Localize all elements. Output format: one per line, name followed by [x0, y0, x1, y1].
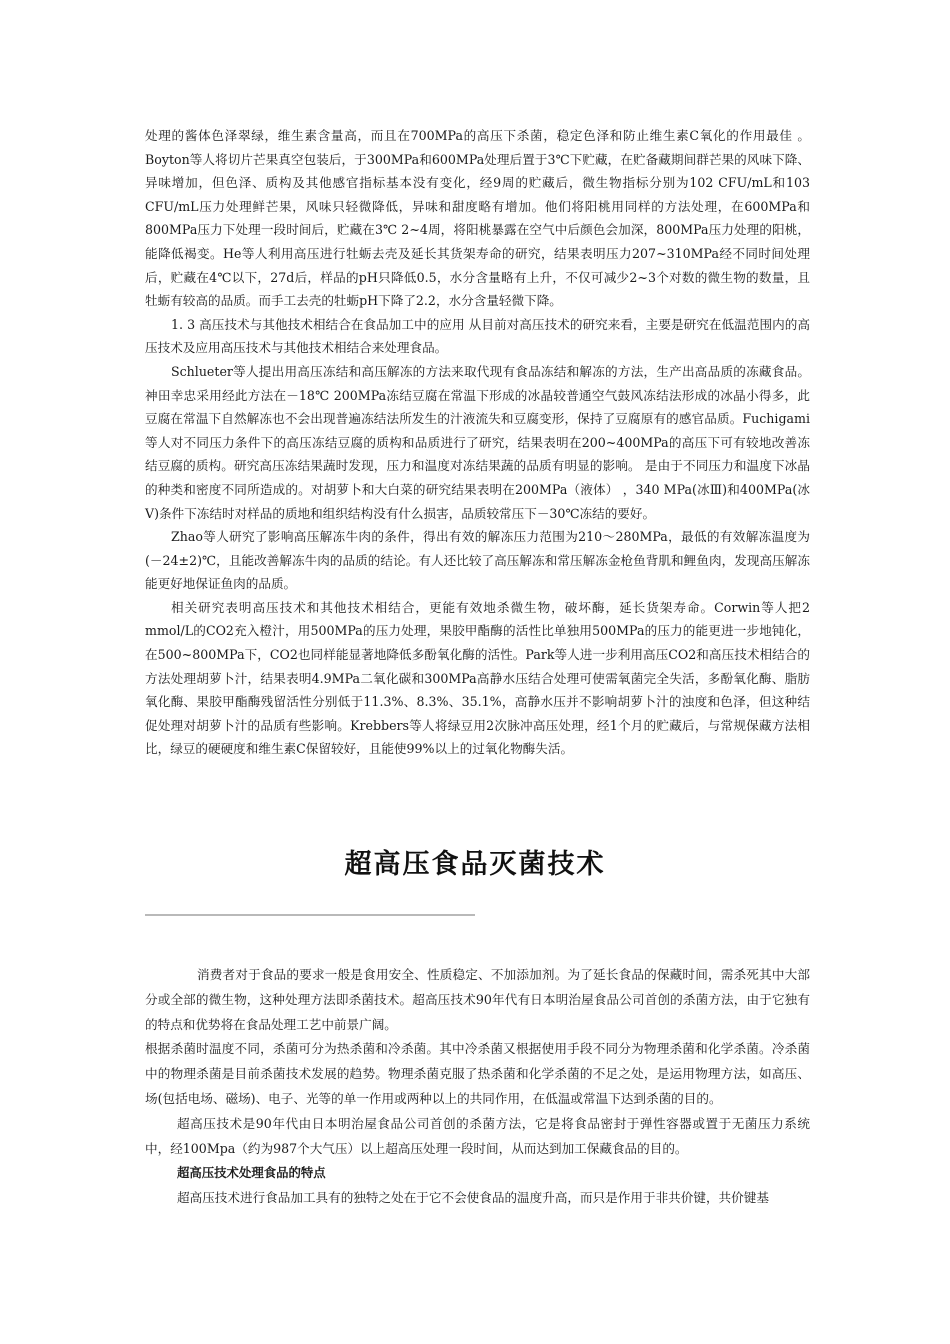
paragraph-high-pressure-thawing: Zhao等人研究了影响高压解冻牛肉的条件，得出有效的解冻压力范围为210～280MPa，最低的有效解冻温度为(－24±2)℃，且能改善解冻牛肉的品质的结论。有人还比较了高压解冻和常压解冻金枪鱼背肌和鲤鱼肉，发现高压解冻能更好地保证鱼肉的品质。 — [145, 529, 810, 592]
bottom-text-section — [145, 963, 810, 1211]
paragraph-high-pressure-freezing: Schlueter等人提出用高压冻结和高压解冻的方法来取代现有食品冻结和解冻的方法，生产出高品质的冻藏食品。神田幸忠采用经此方法在－18℃ 200MPa冻结豆腐在常温下形成的冰晶较普通空气鼓风冻结法形成的冰晶小得多，此豆腐在常温下自然解冻也不会出现普遍冻结法所发生的汁液流失和豆腐变形，保持了豆腐原有的感官品质。Fuchigami等人对不同压力条件下的高压冻结豆腐的质构和品质进行了研究，结果表明在200~400MPa的高压下可有较地改善冻结豆腐的质构。研究高压冻结果蔬时发现，压力和温度对冻结果蔬的品质有明显的影响。 是由于不同压力和温度下冰晶的种类和密度不同所造成的。对胡萝卜和大白菜的研究结果表明在200MPa（液体） ，340 MPa(冰Ⅲ)和400MPa(冰Ⅴ)条件下冻结时对样品的质地和组织结构没有什么损害，品质较常压下－30℃冻结的要好。 — [145, 363, 810, 521]
title-divider — [145, 914, 475, 916]
top-text-section — [145, 124, 810, 761]
section-heading-features: 超高压技术处理食品的特点 — [177, 1165, 326, 1181]
paragraph-combined-technology-heading: 1. 3 高压技术与其他技术相结合在食品加工中的应用 从目前对高压技术的研究来看，主要是研究在低温范围内的高压技术及应用高压技术与其他技术相结合来处理食品。 — [145, 316, 810, 356]
paragraph-ultra-high-pressure-definition: 超高压技术是90年代由日本明治屋食品公司首创的杀菌方法，它是将食品密封于弹性容器或置于无菌压力系统中，经100Mpa（约为987个大气压）以上超高压处理一段时间，从而达到加工保藏食品的目的。 — [145, 1115, 810, 1156]
paragraph-consumer-requirements: 消费者对于食品的要求一般是食用安全、性质稳定、不加添加剂。为了延长食品的保藏时间，需杀死其中大部分或全部的微生物，这种处理方法即杀菌技术。超高压技术90年代有日本明治屋食品公司首创的杀菌方法，由于它独有的特点和优势将在食品处理工艺中前景广阔。 — [145, 967, 810, 1032]
paragraph-combined-co2: 相关研究表明高压技术和其他技术相结合，更能有效地杀微生物，破坏酶，延长货架寿命。Corwin等人把2 mmol/L的CO2充入橙汁，用500MPa的压力处理，果胶甲酯酶的活性比单独用500MPa的压力的能更进一步地钝化，在500~800MPa下，CO2也同样能显著地降低多酚氧化酶的活性。Park等人进一步利用高压CO2和高压技术相结合的方法处理胡萝卜汁，结果表明4.9MPa二氧化碳和300MPa高静水压结合处理可使需氧菌完全失活，多酚氧化酶、脂肪氧化酶、果胶甲酯酶残留活性分别低于11.3%、8.3%、35.1%，高静水压并不影响胡萝卜汁的浊度和色泽，但这种结促处理对胡萝卜汁的品质有些影响。Krebbers等人将绿豆用2次脉冲高压处理，经1个月的贮藏后，与常规保藏方法相比，绿豆的硬硬度和维生素C保留较好，且能使99%以上的过氧化物酶失活。 — [145, 599, 810, 757]
paragraph-sauce-mango-oyster: 处理的酱体色泽翠绿，维生素含量高，而且在700MPa的高压下杀菌，稳定色泽和防止维生素C氧化的作用最佳 。Boyton等人将切片芒果真空包装后，于300MPa和600MPa处理后置于3℃下贮藏，在贮备藏期间群芒果的风味下降、异味增加，但色泽、质构及其他感官指标基本没有变化，经9周的贮藏后，微生物指标分别为102 CFU/mL和103 CFU/mL压力处理鲜芒果，风味只轻微降低，异味和甜度略有增加。他们将阳桃用同样的方法处理，在600MPa和800MPa压力下处理一段时间后，贮藏在3℃ 2~4周，将阳桃暴露在空气中后颜色会加深，800MPa压力处理的阳桃，能降低褐变。He等人利用高压进行牡蛎去壳及延长其货架寿命的研究，结果表明压力207~310MPa经不同时间处理后，贮藏在4℃以下，27d后，样品的pH只降低0.5，水分含量略有上升，不仅可减少2~3个对数的微生物的数量，且牡蛎有较高的品质。而手工去壳的牡蛎pH下降了2.2，水分含量轻微下降。 — [145, 128, 810, 309]
paragraph-sterilization-types: 根据杀菌时温度不同，杀菌可分为热杀菌和冷杀菌。其中冷杀菌又根据使用手段不同分为物理杀菌和化学杀菌。冷杀菌中的物理杀菌是目前杀菌技术发展的趋势。物理杀菌克服了热杀菌和化学杀菌的不足之处，是运用物理方法，如高压、场(包括电场、磁场)、电子、光等的单一作用或两种以上的共同作用，在低温或常温下达到杀菌的目的。 — [145, 1041, 810, 1106]
paragraph-features-detail: 超高压技术进行食品加工具有的独特之处在于它不会使食品的温度升高，而只是作用于非共价键，共价键基 — [177, 1190, 769, 1206]
document-title: 超高压食品灭菌技术 — [344, 849, 606, 880]
